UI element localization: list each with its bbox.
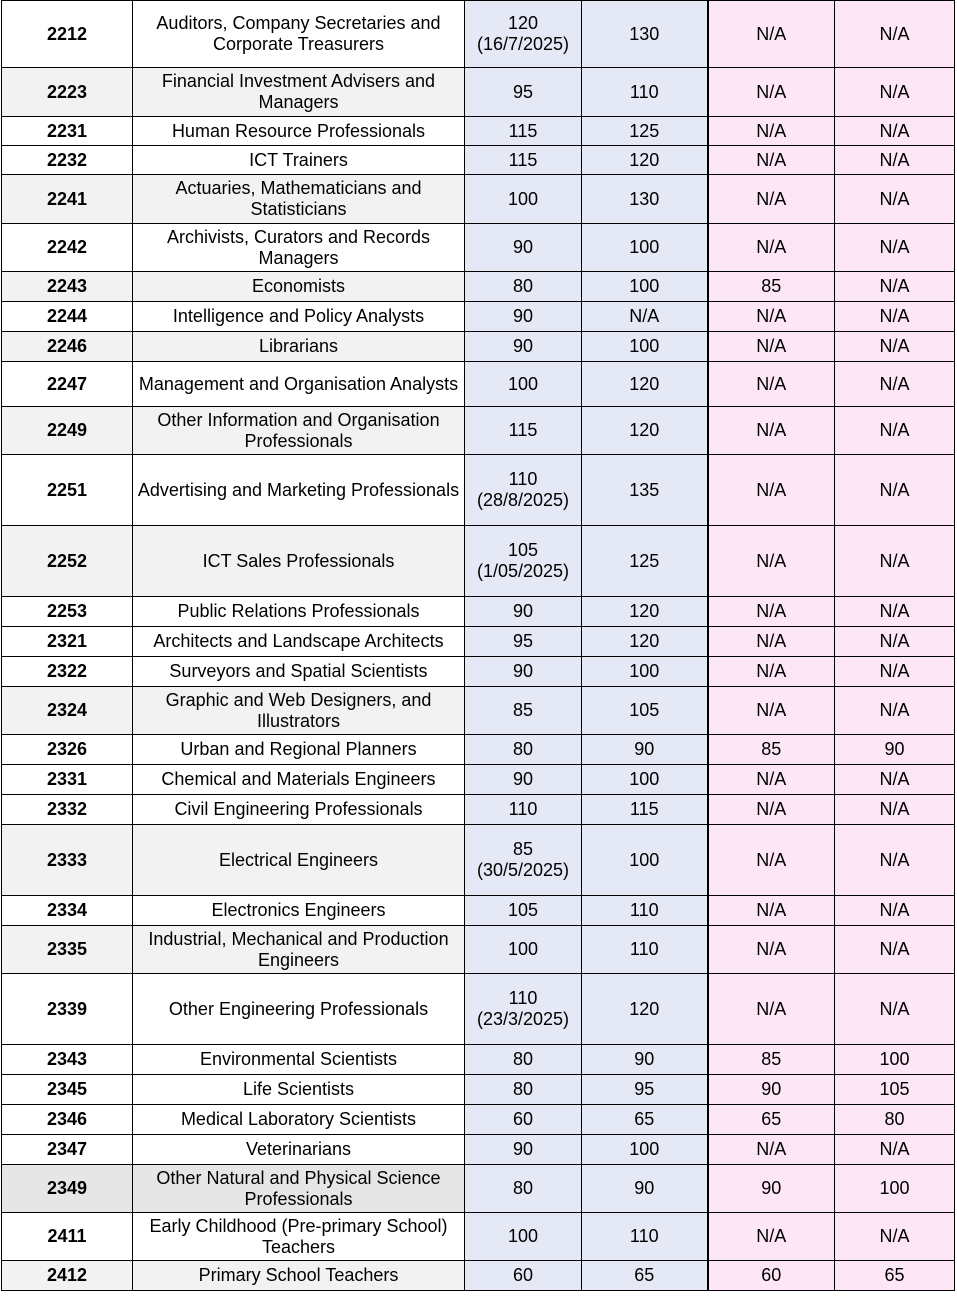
occupation-code-cell: 2244 [2, 302, 133, 332]
score-cell-2: 125 [582, 117, 708, 146]
score-value: 115 [508, 120, 538, 141]
occupation-name-cell: Electrical Engineers [133, 825, 465, 896]
table-row [2, 1165, 955, 1213]
occupation-code-cell: 2252 [2, 526, 133, 597]
score-cell-2: 120 [582, 146, 708, 175]
table-row [2, 765, 955, 795]
score-cell-3: N/A [708, 526, 835, 597]
score-value: 60 [512, 1265, 534, 1285]
score-cell-2: 125 [582, 526, 708, 597]
score-cell-3: N/A [708, 68, 835, 117]
score-cell-4: N/A [835, 926, 955, 974]
table-row [2, 1105, 955, 1135]
occupation-name-cell: ICT Sales Professionals [133, 526, 465, 597]
score-value: 85 [512, 839, 534, 859]
score-value: 80 [512, 739, 534, 759]
score-cell-2: 100 [582, 1135, 708, 1165]
table-row [2, 526, 955, 597]
score-value: 110 [508, 799, 538, 819]
score-cell-4: N/A [835, 68, 955, 117]
score-cell-2: 110 [582, 1213, 708, 1261]
score-cell-4: 90 [835, 735, 955, 765]
score-cell-4: N/A [835, 795, 955, 825]
score-cell-3: N/A [708, 1213, 835, 1261]
occupation-code-cell: 2223 [2, 68, 133, 117]
occupation-name-cell: Environmental Scientists [133, 1045, 465, 1075]
table-row [2, 735, 955, 765]
occupation-code-cell: 2249 [2, 407, 133, 455]
score-value: 105 [507, 900, 539, 920]
score-cell-1 [465, 68, 582, 117]
occupation-name-cell: Actuaries, Mathematicians and Statisticians [133, 175, 465, 224]
score-date: (23/3/2025) [476, 1009, 570, 1029]
occupation-name-cell: Primary School Teachers [133, 1261, 465, 1291]
table-row [2, 455, 955, 526]
occupation-name-cell: Urban and Regional Planners [133, 735, 465, 765]
table-row [2, 825, 955, 896]
score-cell-2: 100 [582, 657, 708, 687]
score-value: 95 [512, 631, 534, 651]
occupation-code-cell: 2246 [2, 332, 133, 362]
score-cell-2: 100 [582, 332, 708, 362]
table-row [2, 407, 955, 455]
score-cell-2: N/A [582, 302, 708, 332]
table-row [2, 1135, 955, 1165]
occupation-code-cell: 2411 [2, 1213, 133, 1261]
score-cell-3: N/A [708, 224, 835, 272]
occupation-code-cell: 2212 [2, 1, 133, 68]
score-cell-1 [465, 302, 582, 332]
score-cell-4: N/A [835, 687, 955, 735]
score-value: 115 [508, 149, 538, 170]
score-cell-2: 110 [582, 68, 708, 117]
occupation-name-cell: Archivists, Curators and Records Managers [133, 224, 465, 272]
score-cell-4: N/A [835, 1213, 955, 1261]
score-value: 100 [507, 188, 539, 209]
occupation-code-cell: 2321 [2, 627, 133, 657]
score-cell-4: N/A [835, 455, 955, 526]
score-cell-2: 90 [582, 1045, 708, 1075]
score-cell-2: 95 [582, 1075, 708, 1105]
score-cell-2: 120 [582, 407, 708, 455]
score-value: 90 [512, 306, 534, 326]
score-cell-2: 110 [582, 896, 708, 926]
score-cell-1 [465, 1261, 582, 1291]
occupation-code-cell: 2231 [2, 117, 133, 146]
occupation-code-cell: 2331 [2, 765, 133, 795]
score-cell-3: 65 [708, 1105, 835, 1135]
occupation-code-cell: 2322 [2, 657, 133, 687]
score-cell-1 [465, 825, 582, 896]
score-cell-3: N/A [708, 974, 835, 1045]
score-cell-1 [465, 1, 582, 68]
score-cell-1 [465, 332, 582, 362]
table-row [2, 657, 955, 687]
table-row [2, 896, 955, 926]
score-value: 85 [512, 700, 534, 720]
score-cell-4: N/A [835, 765, 955, 795]
score-value: 105 [507, 540, 539, 560]
score-cell-4: N/A [835, 224, 955, 272]
score-cell-3: N/A [708, 825, 835, 896]
score-value: 60 [512, 1109, 534, 1129]
occupation-code-cell: 2334 [2, 896, 133, 926]
occupation-name-cell: Economists [133, 272, 465, 302]
table-row [2, 332, 955, 362]
occupation-code-cell: 2242 [2, 224, 133, 272]
occupation-code-cell: 2326 [2, 735, 133, 765]
score-cell-4: N/A [835, 896, 955, 926]
score-cell-3: N/A [708, 795, 835, 825]
score-date: (28/8/2025) [476, 490, 570, 510]
score-cell-4: 80 [835, 1105, 955, 1135]
table-row [2, 117, 955, 146]
table-row [2, 687, 955, 735]
occupation-name-cell: Advertising and Marketing Professionals [133, 455, 465, 526]
score-value: 110 [508, 988, 538, 1008]
score-value: 90 [512, 336, 534, 356]
score-cell-3: N/A [708, 896, 835, 926]
occupation-code-cell: 2345 [2, 1075, 133, 1105]
score-cell-1 [465, 362, 582, 407]
score-cell-1 [465, 1135, 582, 1165]
score-value: 120 [507, 13, 539, 33]
score-cell-2: 120 [582, 362, 708, 407]
score-value: 90 [512, 1139, 534, 1159]
score-cell-3: N/A [708, 1135, 835, 1165]
score-cell-2: 110 [582, 926, 708, 974]
table-row [2, 1075, 955, 1105]
score-cell-2: 120 [582, 974, 708, 1045]
table-row [2, 224, 955, 272]
occupation-name-cell: Life Scientists [133, 1075, 465, 1105]
score-cell-1 [465, 407, 582, 455]
occupation-code-cell: 2253 [2, 597, 133, 627]
occupation-code-cell: 2324 [2, 687, 133, 735]
score-cell-3: N/A [708, 117, 835, 146]
score-cell-4: N/A [835, 597, 955, 627]
score-cell-2: 130 [582, 1, 708, 68]
score-value: 80 [512, 1178, 534, 1198]
occupation-name-cell: Medical Laboratory Scientists [133, 1105, 465, 1135]
occupation-code-cell: 2349 [2, 1165, 133, 1213]
score-cell-1 [465, 1075, 582, 1105]
score-cell-4: N/A [835, 272, 955, 302]
table-row [2, 1045, 955, 1075]
score-cell-4: N/A [835, 1135, 955, 1165]
occupation-code-cell: 2347 [2, 1135, 133, 1165]
score-cell-4: N/A [835, 117, 955, 146]
occupation-name-cell: Veterinarians [133, 1135, 465, 1165]
table-row [2, 627, 955, 657]
score-cell-1 [465, 117, 582, 146]
score-date: (1/05/2025) [476, 561, 570, 581]
score-cell-1 [465, 1165, 582, 1213]
occupation-name-cell: Surveyors and Spatial Scientists [133, 657, 465, 687]
score-cell-2: 90 [582, 1165, 708, 1213]
table-row [2, 597, 955, 627]
occupation-name-cell: Other Information and Organisation Professionals [133, 407, 465, 455]
score-cell-1 [465, 926, 582, 974]
score-cell-3: 60 [708, 1261, 835, 1291]
score-cell-1 [465, 735, 582, 765]
score-value: 100 [507, 1226, 539, 1246]
score-value: 100 [507, 939, 539, 959]
score-value: 95 [512, 81, 534, 102]
table-row [2, 272, 955, 302]
score-cell-3: N/A [708, 1, 835, 68]
table-row [2, 362, 955, 407]
occupation-code-cell: 2339 [2, 974, 133, 1045]
score-cell-3: N/A [708, 146, 835, 175]
table-row [2, 795, 955, 825]
score-cell-1 [465, 175, 582, 224]
score-cell-3: 85 [708, 735, 835, 765]
score-cell-4: 65 [835, 1261, 955, 1291]
score-cell-1 [465, 597, 582, 627]
occupation-name-cell: Financial Investment Advisers and Managers [133, 68, 465, 117]
table-row [2, 974, 955, 1045]
score-cell-1 [465, 795, 582, 825]
score-cell-3: 90 [708, 1165, 835, 1213]
score-cell-4: N/A [835, 974, 955, 1045]
score-cell-4: N/A [835, 332, 955, 362]
occupation-code-cell: 2346 [2, 1105, 133, 1135]
score-cell-2: 120 [582, 627, 708, 657]
score-cell-3: N/A [708, 926, 835, 974]
score-cell-4: 100 [835, 1165, 955, 1213]
score-date: (16/7/2025) [476, 34, 570, 54]
score-cell-4: N/A [835, 657, 955, 687]
table-row [2, 1261, 955, 1291]
score-cell-2: 90 [582, 735, 708, 765]
occupation-name-cell: Other Engineering Professionals [133, 974, 465, 1045]
occupation-name-cell: Human Resource Professionals [133, 117, 465, 146]
score-cell-4: N/A [835, 627, 955, 657]
score-cell-2: 100 [582, 224, 708, 272]
score-cell-4: N/A [835, 825, 955, 896]
score-cell-4: N/A [835, 407, 955, 455]
score-cell-3: 85 [708, 1045, 835, 1075]
score-value: 80 [512, 1049, 534, 1069]
score-cell-1 [465, 224, 582, 272]
score-cell-1 [465, 272, 582, 302]
score-cell-1 [465, 657, 582, 687]
occupation-name-cell: ICT Trainers [133, 146, 465, 175]
occupation-name-cell: Industrial, Mechanical and Production Engineers [133, 926, 465, 974]
score-cell-3: N/A [708, 362, 835, 407]
occupation-name-cell: Architects and Landscape Architects [133, 627, 465, 657]
score-cell-2: 100 [582, 765, 708, 795]
score-cell-4: N/A [835, 146, 955, 175]
score-cell-4: N/A [835, 526, 955, 597]
score-date: (30/5/2025) [476, 860, 570, 880]
occupation-name-cell: Electronics Engineers [133, 896, 465, 926]
score-cell-3: N/A [708, 302, 835, 332]
occupation-name-cell: Public Relations Professionals [133, 597, 465, 627]
table-row [2, 1213, 955, 1261]
score-cell-3: N/A [708, 687, 835, 735]
score-cell-3: 90 [708, 1075, 835, 1105]
score-cell-3: 85 [708, 272, 835, 302]
occupation-code-cell: 2251 [2, 455, 133, 526]
score-cell-1 [465, 1213, 582, 1261]
score-cell-4: N/A [835, 1, 955, 68]
score-value: 80 [512, 276, 534, 296]
score-cell-2: 100 [582, 272, 708, 302]
occupation-code-cell: 2343 [2, 1045, 133, 1075]
score-cell-1 [465, 1045, 582, 1075]
occupation-code-cell: 2332 [2, 795, 133, 825]
score-cell-1 [465, 526, 582, 597]
occupation-name-cell: Early Childhood (Pre-primary School) Teachers [133, 1213, 465, 1261]
table-row [2, 302, 955, 332]
occupation-name-cell: Auditors, Company Secretaries and Corporate Treasurers [133, 1, 465, 68]
occupation-name-cell: Graphic and Web Designers, and Illustrators [133, 687, 465, 735]
score-cell-2: 105 [582, 687, 708, 735]
occupation-name-cell: Civil Engineering Professionals [133, 795, 465, 825]
table-row [2, 926, 955, 974]
score-cell-4: N/A [835, 302, 955, 332]
occupation-name-cell: Management and Organisation Analysts [133, 362, 465, 407]
score-cell-2: 120 [582, 597, 708, 627]
occupation-code-cell: 2333 [2, 825, 133, 896]
score-cell-4: N/A [835, 175, 955, 224]
score-value: 100 [507, 373, 539, 394]
score-cell-3: N/A [708, 407, 835, 455]
occupation-code-cell: 2243 [2, 272, 133, 302]
score-cell-1 [465, 1105, 582, 1135]
table-row [2, 146, 955, 175]
score-cell-2: 115 [582, 795, 708, 825]
score-cell-3: N/A [708, 175, 835, 224]
score-cell-2: 65 [582, 1105, 708, 1135]
score-cell-3: N/A [708, 765, 835, 795]
score-cell-4: 105 [835, 1075, 955, 1105]
table-row [2, 175, 955, 224]
occupation-code-cell: 2232 [2, 146, 133, 175]
score-value: 90 [512, 769, 534, 789]
occupation-code-cell: 2247 [2, 362, 133, 407]
score-cell-3: N/A [708, 657, 835, 687]
score-cell-3: N/A [708, 597, 835, 627]
occupation-table [1, 0, 955, 1291]
score-cell-1 [465, 627, 582, 657]
occupation-code-cell: 2412 [2, 1261, 133, 1291]
occupation-name-cell: Chemical and Materials Engineers [133, 765, 465, 795]
score-value: 115 [508, 420, 538, 440]
score-cell-1 [465, 896, 582, 926]
score-value: 80 [512, 1079, 534, 1099]
occupation-code-cell: 2241 [2, 175, 133, 224]
score-cell-3: N/A [708, 455, 835, 526]
score-cell-2: 100 [582, 825, 708, 896]
occupation-name-cell: Other Natural and Physical Science Professionals [133, 1165, 465, 1213]
score-value: 90 [512, 237, 534, 257]
score-cell-2: 130 [582, 175, 708, 224]
table-row [2, 1, 955, 68]
score-cell-4: 100 [835, 1045, 955, 1075]
score-cell-3: N/A [708, 332, 835, 362]
score-cell-2: 65 [582, 1261, 708, 1291]
score-value: 90 [512, 601, 534, 621]
score-value: 110 [508, 469, 538, 489]
score-cell-1 [465, 146, 582, 175]
score-cell-1 [465, 974, 582, 1045]
score-cell-4: N/A [835, 362, 955, 407]
occupation-code-cell: 2335 [2, 926, 133, 974]
table-body [2, 1, 955, 1291]
score-cell-3: N/A [708, 627, 835, 657]
occupation-name-cell: Intelligence and Policy Analysts [133, 302, 465, 332]
table-row [2, 68, 955, 117]
score-cell-1 [465, 455, 582, 526]
score-value: 90 [512, 661, 534, 681]
occupation-name-cell: Librarians [133, 332, 465, 362]
score-cell-1 [465, 687, 582, 735]
score-cell-2: 135 [582, 455, 708, 526]
score-cell-1 [465, 765, 582, 795]
